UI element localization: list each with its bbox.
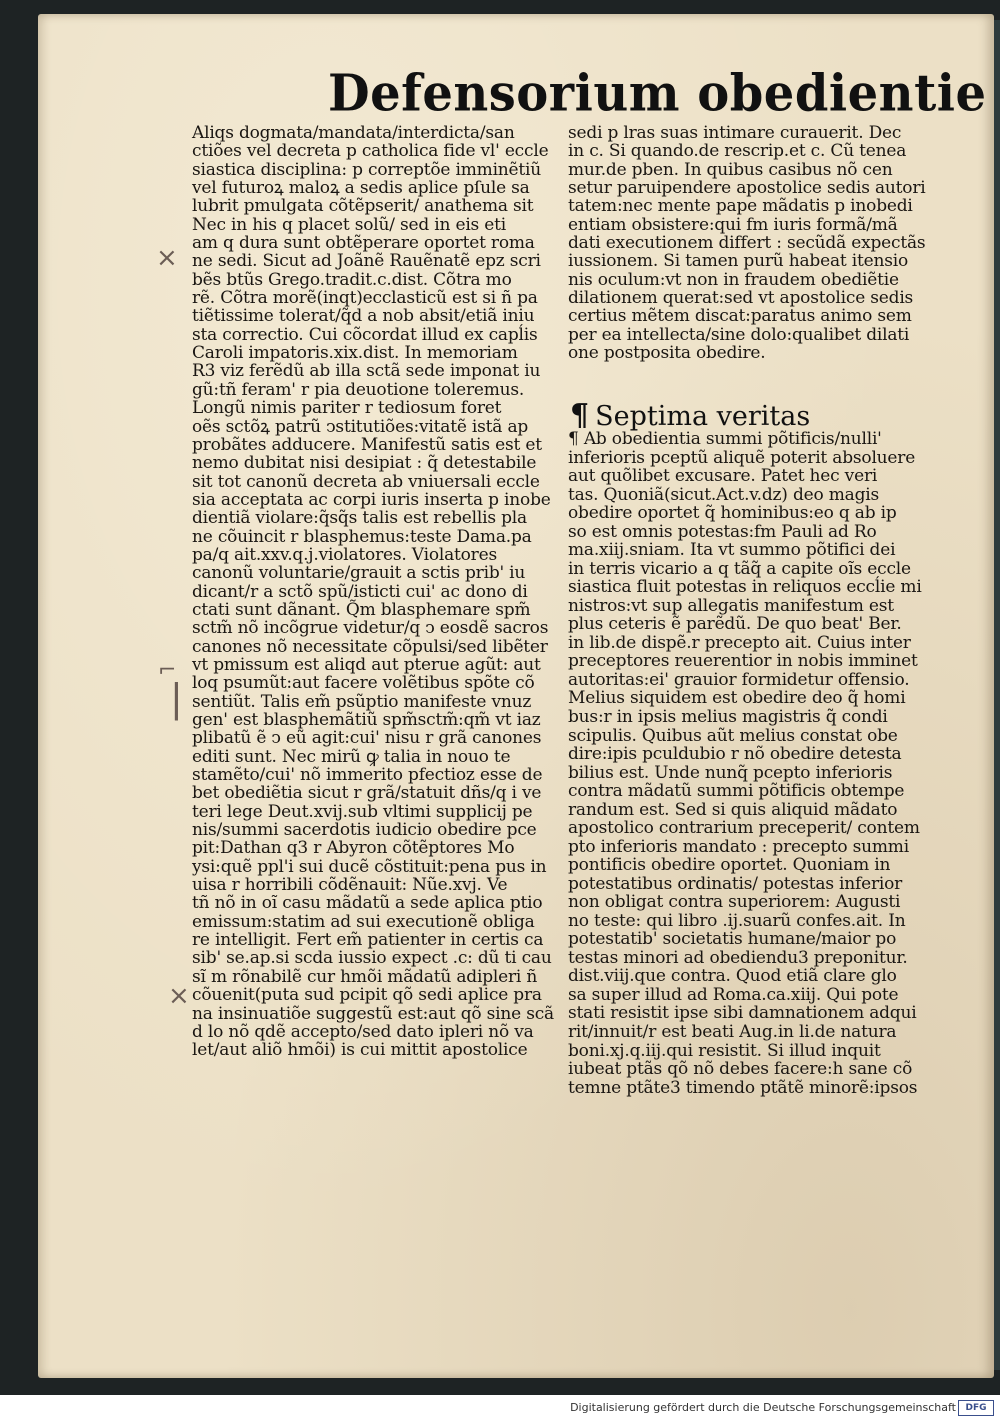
text-line: Aliqs dogmata/mandata/interdicta/san <box>192 123 515 143</box>
text-line: temne ptãte3 timendo ptãtẽ minorẽ:ipsos <box>568 1077 918 1098</box>
text-line: canonũ voluntarie/grauit a sctis prib' iu <box>192 563 526 584</box>
text-line: sia acceptata ac corpi iuris inserta p inobe <box>192 489 551 510</box>
paragraph-mark-icon: ¶ <box>570 398 590 433</box>
text-line: certius mẽtem discat:paratus animo sem <box>568 306 912 327</box>
text-line: sit tot canonũ decreta ab vniuersali eccle <box>192 471 540 492</box>
text-line: R3 viz ferẽdũ ab illa sctã sede imponat iu <box>192 361 541 382</box>
text-line: nis oculum:vt non in fraudem obediẽtie <box>568 269 899 290</box>
text-line: sedi p lras suas intimare curauerit. Dec <box>568 123 902 143</box>
text-line: d lo nõ qdẽ accepto/sed dato ipleri nõ va <box>192 1021 534 1042</box>
text-line: pontificis obedire oportet. Quoniam in <box>568 855 891 876</box>
text-line: dicant/r a sctõ spũ/isticti cui' ac dono di <box>192 581 528 602</box>
text-line: plus ceteris ẽ parẽdũ. De quo beat' Ber. <box>568 614 902 635</box>
text-line: na insinuatiõe suggestũ est:aut qõ sine scã <box>192 1003 554 1024</box>
text-line: stati resistit ipse sibi damnationem adqui <box>568 1003 917 1024</box>
text-line: dientiã violare:q̃sq̃s talis est rebellis pla <box>192 508 527 529</box>
text-line: ne cõuincit r blasphemus:teste Dama.pa <box>192 526 532 547</box>
margin-bracket-mark: ⌐ <box>158 658 177 683</box>
footer-credit: Digitalisierung gefördert durch die Deutsche Forschungsgemeinschaft <box>570 1401 956 1414</box>
footer-bar <box>0 1395 1000 1423</box>
text-line: potestatibus ordinatis/ potestas inferior <box>568 873 903 894</box>
text-line: pa/q ait.xxv.q.j.violatores. Violatores <box>192 544 497 565</box>
text-line: pto inferioris mandato : precepto summi <box>568 836 909 857</box>
text-line: plibatũ ẽ ↄ eũ agit:cui' nisu r grã canones <box>192 728 542 749</box>
text-line: inferioris pceptũ aliquẽ poterit absoluere <box>568 447 916 468</box>
text-line: ctati sunt dãnant. Q̃m blasphemare spm̃ <box>192 599 531 620</box>
text-line: iussionem. Si tamen purũ habeat itensio <box>568 251 909 272</box>
text-line: rẽ. Cõtra morẽ(inqt)ecclasticũ est si ñ pa <box>192 288 538 309</box>
text-line: rit/innuit/r est beati Aug.in li.de natura <box>568 1022 897 1042</box>
text-line: in lib.de dispẽ.r precepto ait. Cuius inter <box>568 632 911 653</box>
text-line: tñ nõ in oĩ casu mãdatũ a sede aplica ptio <box>192 893 543 914</box>
running-title: Defensorium obedientie <box>328 64 987 124</box>
text-line: Longũ nimis pariter r tediosum foret <box>192 398 502 419</box>
text-line: bet obediẽtia sicut r grã/statuit dñs/q i ve <box>192 783 542 804</box>
text-line: in c. Si quando.de rescrip.et c. Cũ tenea <box>568 141 907 162</box>
text-line: aut quõlibet excusare. Patet hec veri <box>568 466 878 487</box>
text-line: Melius siquidem est obedire deo q̃ homi <box>568 688 906 709</box>
dfg-logo: DFG <box>958 1400 994 1416</box>
text-line: siastica fluit potestas in reliquos eccĺie mi <box>568 577 922 598</box>
text-line: ctiões vel decreta p catholica fide vl' eccle <box>192 141 549 162</box>
text-line: gen' est blasphemãtiũ spm̃sctm̃:qm̃ vt iaz <box>192 710 541 730</box>
text-line: entiam obsistere:qui fm iuris formã/mã <box>568 214 898 235</box>
text-line: tatem:nec mente pape mãdatis p inobedi <box>568 196 913 217</box>
text-line: sĩ m rõnabilẽ cur hmõi mãdatũ adipleri ñ <box>192 966 538 987</box>
text-line: tas. Quoniã(sicut.Act.v.dz) deo magis <box>568 484 880 505</box>
text-line: loq psumũt:aut facere volẽtibus spõte cõ <box>192 673 535 694</box>
text-line: one postposita obedire. <box>568 343 766 364</box>
text-line: sentiũt. Talis em̃ psũptio manifeste vnuz <box>192 691 532 712</box>
text-line: testas minori ad obediendu3 preponitur. <box>568 947 908 968</box>
text-line: autoritas:ei' grauior formidetur offensio. <box>568 669 910 690</box>
text-line: editi sunt. Nec mirũ ꝙ talia in nouo te <box>192 746 511 767</box>
text-line: randum est. Sed si quis aliquid mãdato <box>568 799 898 820</box>
text-line: scipulis. Quibus aũt melius constat obe <box>568 725 898 746</box>
text-line: dilationem querat:sed vt apostolice sedis <box>568 288 914 309</box>
text-line: dati executionem differt : secũdã expectãs <box>568 233 926 254</box>
text-line: tiẽtissime tolerat/q̃d a nob absit/etiã iniu <box>192 306 535 327</box>
text-line: Caroli impatoris.xix.dist. In memoriam <box>192 343 518 364</box>
text-line: oẽs sctõꝝ patrũ ↄstitutiões:vitatẽ istã ap <box>192 416 529 437</box>
text-line: sctm̃ nõ incõgrue videtur/q ↄ eosdẽ sacros <box>192 618 549 639</box>
right-column-top <box>568 124 940 362</box>
text-line: bus:r in ipsis melius magistris q̃ condi <box>568 706 888 727</box>
left-column <box>192 124 567 1060</box>
text-line: in terris vicario a q tãq̃ a capite oĩs eccle <box>568 558 911 579</box>
text-line: ma.xiij.sniam. Ita vt summo põtifici dei <box>568 540 896 561</box>
text-line: no teste: qui libro .ij.suarũ confes.ait. In <box>568 910 906 931</box>
text-line: uisa r horribili cõdẽnauit: Nũe.xvj. Ve <box>192 875 508 896</box>
text-line: nis/summi sacerdotis iudicio obedire pce <box>192 820 537 841</box>
text-line: ysi:quẽ ppl'i sui ducẽ cõstituit:pena pus in <box>192 856 547 877</box>
text-line: re intelligit. Fert em̃ patienter in certis ca <box>192 930 544 951</box>
text-line: dist.viij.que contra. Quod etiã clare glo <box>568 966 897 987</box>
text-line: teri lege Deut.xvij.sub vltimi supplicij pe <box>192 801 533 822</box>
text-line: setur paruipendere apostolice sedis autori <box>568 178 926 199</box>
text-line: am q dura sunt obtẽperare oportet roma <box>192 233 535 254</box>
text-line: boni.xj.q.iij.qui resistit. Si illud inquit <box>568 1040 881 1061</box>
margin-line-mark: | <box>170 676 183 720</box>
text-line: non obligat contra superiorem: Augusti <box>568 892 901 913</box>
text-line: potestatib' societatis humane/maior po <box>568 929 897 950</box>
text-line: let/aut aliõ hmõi) is cui mittit apostolice <box>192 1040 528 1061</box>
text-line: bilius est. Unde nunq̃ pcepto inferioris <box>568 762 893 783</box>
text-line: siastica disciplina: p correptõe imminẽtiũ <box>192 159 542 180</box>
text-line: mur.de pben. In quibus casibus nõ cen <box>568 159 893 180</box>
section-heading-text: Septima veritas <box>595 401 811 432</box>
text-line: bẽs btũs Grego.tradit.c.dist. Cõtra mo <box>192 269 512 290</box>
margin-cross-mark: × <box>156 243 178 273</box>
text-line: per ea intellecta/sine dolo:qualibet dilati <box>568 324 910 345</box>
text-line: preceptores reuerentior in nobis imminet <box>568 651 918 672</box>
text-line: stamẽto/cui' nõ immerito pfectioz esse de <box>192 765 543 786</box>
text-line: obedire oportet q̃ hominibus:eo q ab ip <box>568 503 897 524</box>
right-column-bottom <box>568 430 940 1097</box>
text-line: emissum:statim ad sui executionẽ obliga <box>192 911 535 932</box>
text-line: sa super illud ad Roma.ca.xiij. Qui pote <box>568 984 899 1005</box>
text-line: Nec in his q placet solũ/ sed in eis eti <box>192 214 507 235</box>
text-line: sib' se.ap.si scda iussio expect .c: dũ ti cau <box>192 948 552 969</box>
text-line: ne sedi. Sicut ad Joãnẽ Rauẽnatẽ epz scri <box>192 251 541 272</box>
text-line: probãtes adducere. Manifestũ satis est et <box>192 434 542 455</box>
text-line: ¶ Ab obedientia summi põtificis/nulli' <box>568 429 882 449</box>
text-line: lubrit pmulgata cõtẽpserit/ anathema sit <box>192 196 534 217</box>
text-line: gũ:tñ feram' r pia deuotione toleremus. <box>192 379 525 400</box>
text-line: dire:ipis pculdubio r nõ obedire detesta <box>568 744 902 765</box>
text-line: nistros:vt sup allegatis manifestum est <box>568 595 894 616</box>
text-line: vel futuroꝝ maloꝝ a sedis aplice pſule sa <box>192 178 530 199</box>
text-line: apostolico contrarium preceperit/ contem <box>568 818 920 839</box>
text-line: pit:Dathan q3 r Abyron cõtẽptores Mo <box>192 838 515 859</box>
text-line: nemo dubitat nisi desipiat : q̃ detestabile <box>192 453 537 474</box>
text-line: vt pmissum est aliqd aut pterue agũt: aut <box>192 654 541 675</box>
text-line: iubeat ptãs qõ nõ debes facere:h sane cõ <box>568 1059 913 1080</box>
text-line: so est omnis potestas:fm Pauli ad Ro <box>568 521 877 542</box>
text-line: cõuenit(puta sud pcipit qõ sedi aplice pra <box>192 985 542 1006</box>
text-line: contra mãdatũ summi põtificis obtempe <box>568 781 905 802</box>
margin-cross-mark: × <box>168 981 190 1011</box>
text-line: canones nõ necessitate cõpulsi/sed libẽter <box>192 636 548 657</box>
text-line: sta correctio. Cui cõcordat illud ex capĺis <box>192 324 538 345</box>
